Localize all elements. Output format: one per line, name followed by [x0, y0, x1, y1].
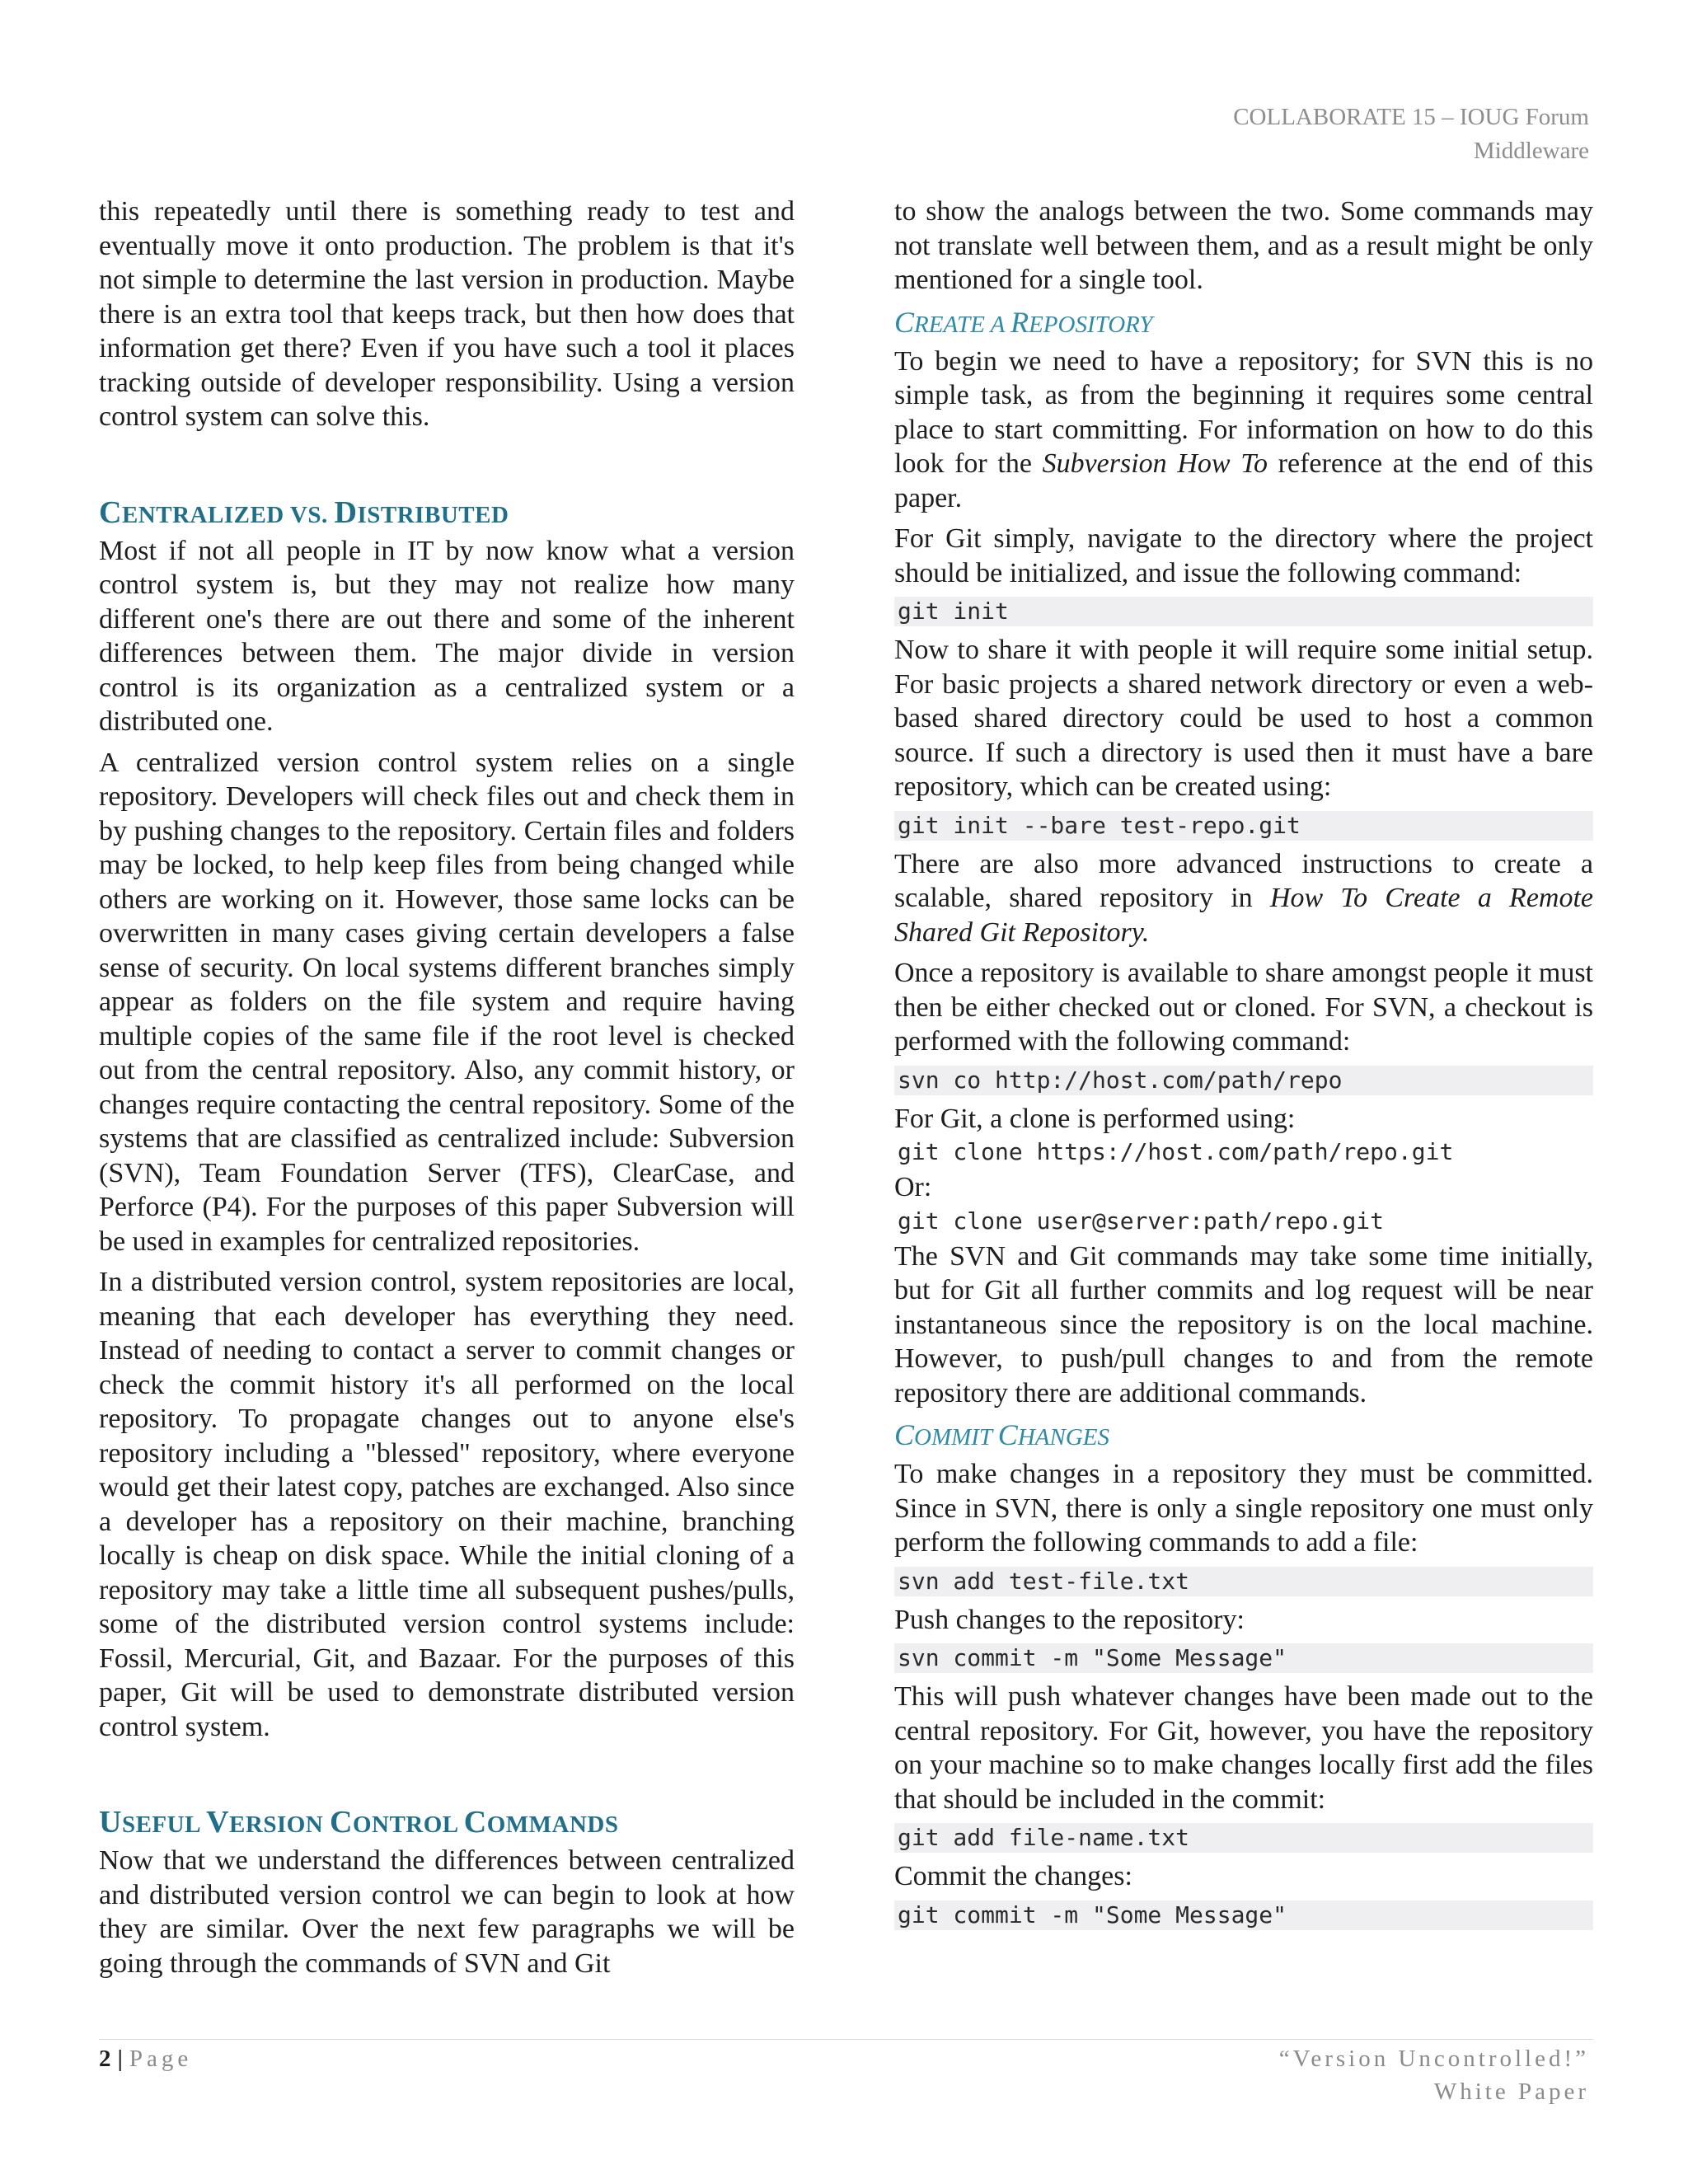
paragraph-intro: this repeatedly until there is something ready to test and eventually move it onto production. The problem is that it's not simple to determine the last version in production. Maybe there is an extra tool that keeps track, but then how does that information get there? Even if you have such a tool it places tracking outside of developer responsibility. Using a version control system can solve this. [99, 196, 795, 432]
footer-separator: | [117, 2046, 123, 2072]
paragraph-git-local: This will push whatever changes have been made out to the central repository. For Git, however, you have the repository on your machine so to make changes locally first add the files that should be included in the commit: [894, 1681, 1593, 1815]
paragraph-continued: to show the analogs between the two. Some commands may not translate well between them, and as a result might be only mentioned for a single tool. [894, 196, 1593, 295]
paragraph-or: Or: [894, 1172, 932, 1202]
paragraph-command-timing: The SVN and Git commands may take some time initially, but for Git all further commits and log request will be near instantaneous since the repository is on the local machine. However, to push/pull changes to and from the remote repository there are additional commands. [894, 1240, 1593, 1408]
reference-subversion-how-to: Subversion How To [1042, 448, 1268, 479]
footer-divider [99, 2039, 1593, 2040]
page-number: 2 [99, 2046, 111, 2072]
code-git-commit: git commit -m "Some Message" [894, 1900, 1593, 1930]
subheading-create-repository: CREATE A REPOSITORY [894, 305, 1153, 339]
paragraph-checkout: Once a repository is available to share amongst people it must then be either checked out or cloned. For SVN, a checkout is performed with the following command: [894, 958, 1593, 1057]
paragraph-centralized-1: Most if not all people in IT by now know what a version control system is, but they may not realize how many different one's there are out there and some of the inherent differences between them. The major divide in version control is its organization as a centralized system or a distributed one. [99, 535, 795, 737]
footer-paper-title: “Version Uncontrolled!” [1278, 2046, 1589, 2072]
paragraph-commit: To make changes in a repository they must be committed. Since in SVN, there is only a single repository one must only perform the following commands to add a file: [894, 1459, 1593, 1558]
running-header [847, 101, 1589, 168]
code-svn-add: svn add test-file.txt [894, 1567, 1593, 1596]
code-git-clone-ssh: git clone user@server:path/repo.git [898, 1207, 1385, 1235]
reference-remote-shared-repo: How To Create a Remote Shared Git Repository. [894, 883, 1593, 948]
paragraph-commit-changes: Commit the changes: [894, 1861, 1132, 1891]
page-label: Page [129, 2046, 193, 2072]
code-svn-checkout: svn co http://host.com/path/repo [894, 1066, 1593, 1095]
code-git-init: git init [894, 597, 1593, 626]
code-git-clone-https: git clone https://host.com/path/repo.git [898, 1138, 1454, 1165]
footer-title-block [1279, 2042, 1589, 2108]
section-heading-useful-commands: USEFUL VERSION CONTROL COMMANDS [99, 1805, 619, 1840]
paragraph-create-repository: To begin we need to have a repository; for SVN this is no simple task, as from the beginning it requires some central place to start committing. For information on how to do this look for the Subversion How To reference at the end of this paper. [894, 345, 1593, 513]
paragraph-distributed: In a distributed version control, system repositories are local, meaning that each developer has everything they need. Instead of needing to contact a server to commit changes or check the commit history it's all performed on the local repository. To propagate changes out to anyone else's repository including a "blessed" repository, where everyone would get their latest copy, patches are exchanged. Also since a developer has a repository on their machine, branching locally is cheap on disk space. While the initial cloning of a repository may take a little time all subsequent pushes/pulls, some of the distributed version control systems include: Fossil, Mercurial, Git, and Bazaar. For the purposes of this paper, Git will be used to demonstrate distributed version control system. [99, 1267, 795, 1742]
paragraph-advanced: There are also more advanced instructions to create a scalable, shared repository in How To Create a Remote Shared Git Repository. [894, 848, 1593, 948]
page-number-footer [99, 2042, 192, 2075]
header-track: Middleware [1473, 138, 1589, 164]
subheading-commit-changes: COMMIT CHANGES [894, 1418, 1109, 1451]
paragraph-commands-intro: Now that we understand the differences between centralized and distributed version control we can begin to look at how they are similar. Over the next few paragraphs we will be going through the commands of SVN and Git [99, 1845, 795, 1979]
section-heading-centralized-vs-distributed: CENTRALIZED VS. DISTRIBUTED [99, 494, 509, 530]
left-column [99, 194, 795, 1987]
code-git-init-bare: git init --bare test-repo.git [894, 811, 1593, 841]
code-git-add: git add file-name.txt [894, 1823, 1593, 1853]
paragraph-push: Push changes to the repository: [894, 1604, 1245, 1635]
paragraph-clone: For Git, a clone is performed using: [894, 1103, 1296, 1134]
header-conference: COLLABORATE 15 – IOUG Forum [1233, 104, 1589, 130]
footer-paper-type: White Paper [1433, 2079, 1589, 2105]
paragraph-centralized-2: A centralized version control system relies on a single repository. Developers will check files out and check them in by pushing changes to the repository. Certain files and folders may be locked, to help keep files from being changed while others are working on it. However, those same locks can be overwritten in many cases giving certain developers a false sense of security. On local systems different branches simply appear as folders on the file system and require having multiple copies of the same file if the root level is checked out from the central repository. Also, any commit history, or changes require contacting the central repository. Some of the systems that are classified as centralized include: Subversion (SVN), Team Foundation Server (TFS), ClearCase, and Perforce (P4). For the purposes of this paper Subversion will be used in examples for centralized repositories. [99, 747, 795, 1257]
paragraph-share: Now to share it with people it will require some initial setup. For basic projects a shared network directory or even a web-based shared directory could be used to host a common source. If such a directory is used then it must have a bare repository, which can be created using: [894, 635, 1593, 802]
paragraph-git-init: For Git simply, navigate to the directory where the project should be initialized, and issue the following command: [894, 523, 1593, 588]
code-svn-commit: svn commit -m "Some Message" [894, 1643, 1593, 1673]
right-column [894, 194, 1593, 1937]
